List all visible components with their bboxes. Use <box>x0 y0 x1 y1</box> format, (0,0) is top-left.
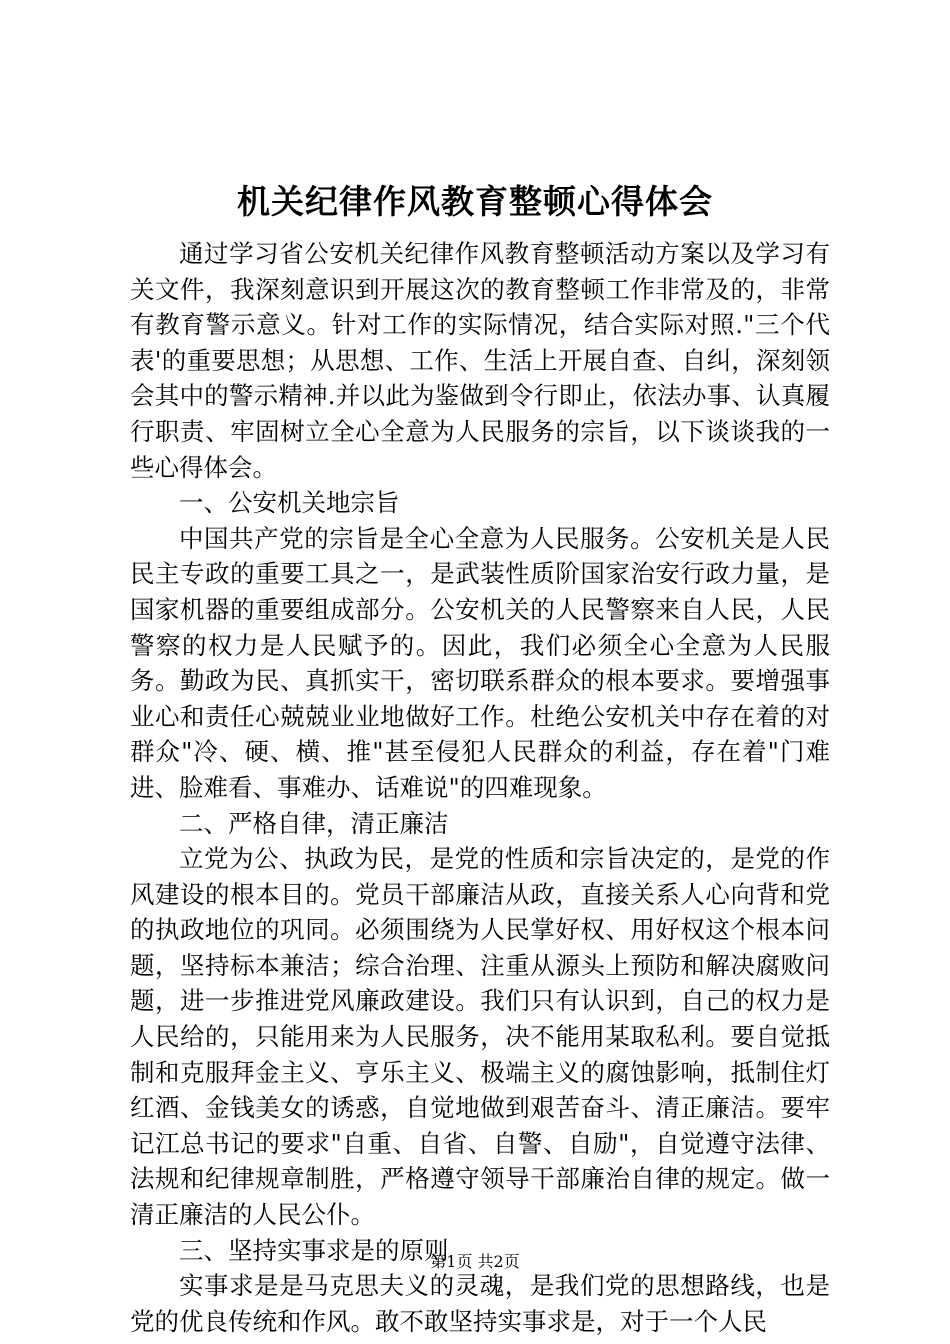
intro-paragraph: 通过学习省公安机关纪律作风教育整顿活动方案以及学习有关文件，我深刻意识到开展这次的教育整顿工作非常及的，非常有教育警示意义。针对工作的实际情况，结合实际对照."三个代表'的重要思想；从思想、工作、生活上开展自查、自纠，深刻领会其中的警示精神.并以此为鉴做到令行即止，依法办事、认真履行职责、牢固树立全心全意为人民服务的宗旨，以下谈谈我的一些心得体会。 <box>130 239 830 482</box>
section-heading-2: 二、严格自律，清正廉洁 <box>179 808 449 838</box>
section-heading-1: 一、公安机关地宗旨 <box>179 488 400 518</box>
document-body <box>130 236 830 1339</box>
section-3-paragraph: 实事求是是马克思夫义的灵魂，是我们党的思想路线，也是党的优良传统和作风。敢不敢坚持实事求是，对于一个人民 <box>130 1271 830 1336</box>
section-2-paragraph: 立党为公、执政为民，是党的性质和宗旨决定的，是党的作风建设的根本目的。党员干部廉洁从政，直接关系人心向背和党的执政地位的巩同。必须围绕为人民掌好权、用好权这个根本问题，坚持标本兼洁；综合治理、注重从源头上预防和解决腐败问题，进一步推进党风廉政建设。我们只有认识到，自己的权力是人民给的，只能用来为人民服务，决不能用某取私利。要自觉抵制和克服拜金主义、亨乐主义、极端主义的腐蚀影响，抵制住灯红酒、金钱美女的诱惑，自觉地做到艰苦奋斗、清正廉洁。要牢记江总书记的要求"自重、自省、自警、自励"，自觉遵守法律、法规和纪律规章制胜，严格遵守领导干部廉治自律的规定。做一清正廉洁的人民公仆。 <box>130 844 830 1230</box>
document-title: 机关纪律作风教育整顿心得体会 <box>237 182 713 221</box>
section-heading-3: 三、坚持实事求是的原则 <box>179 1235 449 1265</box>
section-1-paragraph: 中国共产党的宗旨是全心全意为人民服务。公安机关是人民民主专政的重要工具之一，是武装性质阶国家治安行政力量，是国家机器的重要组成部分。公安机关的人民警察来自人民，人民警察的权力是人民赋予的。因此，我们必须全心全意为人民服务。勤政为民、真抓实干，密切联系群众的根本要求。要增强事业心和责任心兢兢业业地做好工作。杜绝公安机关中存在着的对群众"冷、硬、横、推"甚至侵犯人民群众的利益，存在着"门难进、脸难看、事难办、话难说"的四难现象。 <box>130 523 830 802</box>
page-footer: 第1页 共2页 <box>430 1252 520 1271</box>
